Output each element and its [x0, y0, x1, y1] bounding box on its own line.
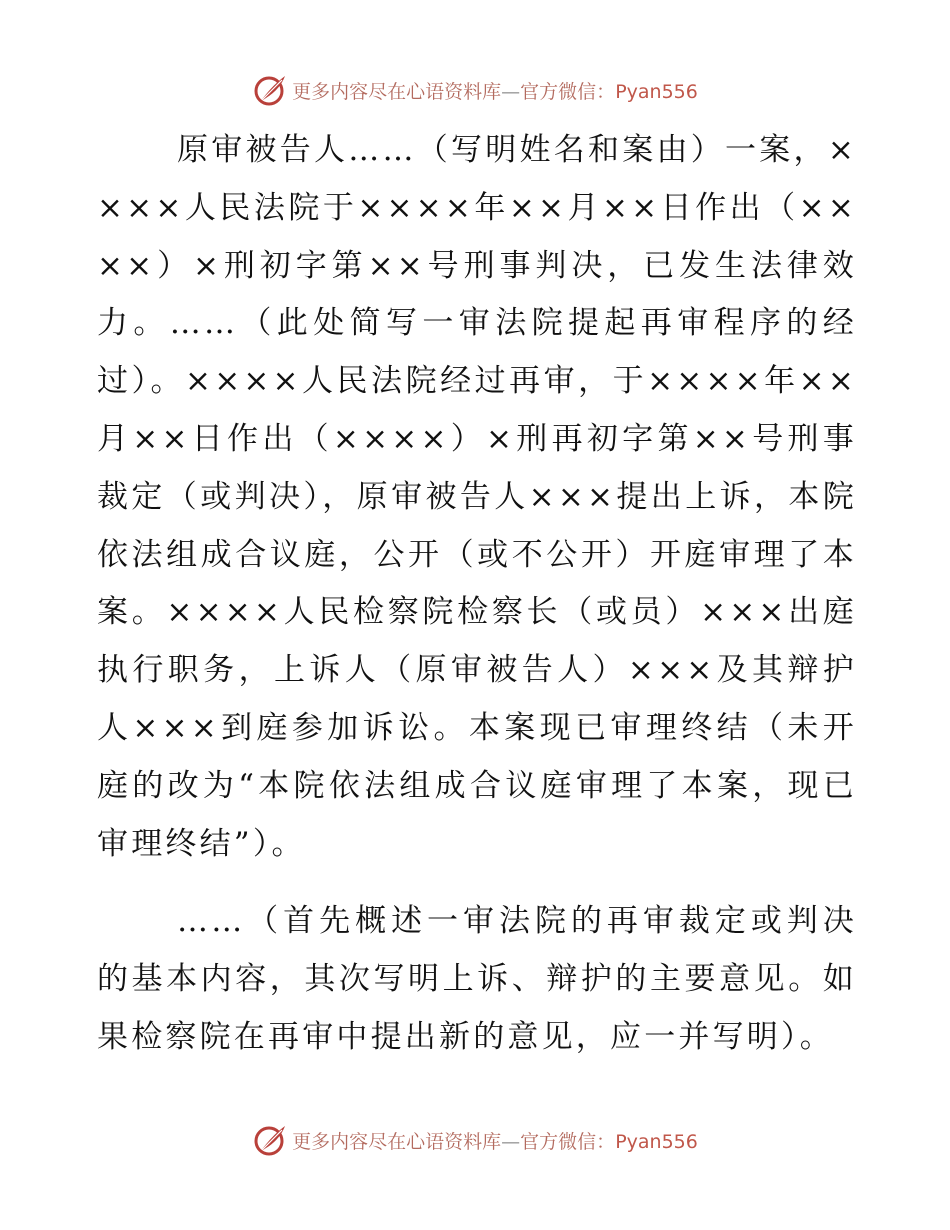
document-body: [97, 122, 857, 1067]
watermark-main: 更多内容尽在心语资料库: [292, 80, 502, 103]
watermark-separator: —: [501, 80, 521, 103]
watermark-main: 更多内容尽在心语资料库: [292, 1130, 502, 1153]
footer-watermark: [0, 1120, 950, 1160]
watermark-label: 官方微信：: [520, 80, 616, 103]
watermark-text: [292, 77, 698, 104]
watermark-text: [292, 1127, 698, 1154]
paragraph-summary-instruction: ……（首先概述一审法院的再审裁定或判决的基本内容，其次写明上诉、辩护的主要意见。如果检察院在再审中提出新的意见，应一并写明）。: [97, 903, 857, 1055]
watermark-label: 官方微信：: [520, 1130, 616, 1153]
feather-logo-icon: [252, 72, 288, 108]
watermark-id: Pyan556: [615, 1130, 698, 1153]
header-watermark: [0, 70, 950, 110]
paragraph-case-background: 原审被告人……（写明姓名和案由）一案，××××人民法院于××××年××月××日作出（××××）×刑初字第××号刑事判决，已发生法律效力。……（此处简写一审法院提起再审程序的经过）。××××人民法院经过再审，于××××年××月××日作出（××××）×刑再初字第××号刑事裁定（或判决），原审被告人×××提出上诉，本院依法组成合议庭，公开（或不公开）开庭审理了本案。××××人民检察院检察长（或员）×××出庭执行职务，上诉人（原审被告人）×××及其辩护人×××到庭参加诉讼。本案现已审理终结（未开庭的改为“本院依法组成合议庭审理了本案，现已审理终结”）。: [97, 132, 857, 862]
watermark-separator: —: [501, 1130, 521, 1153]
watermark-id: Pyan556: [615, 80, 698, 103]
feather-logo-icon: [252, 1122, 288, 1158]
